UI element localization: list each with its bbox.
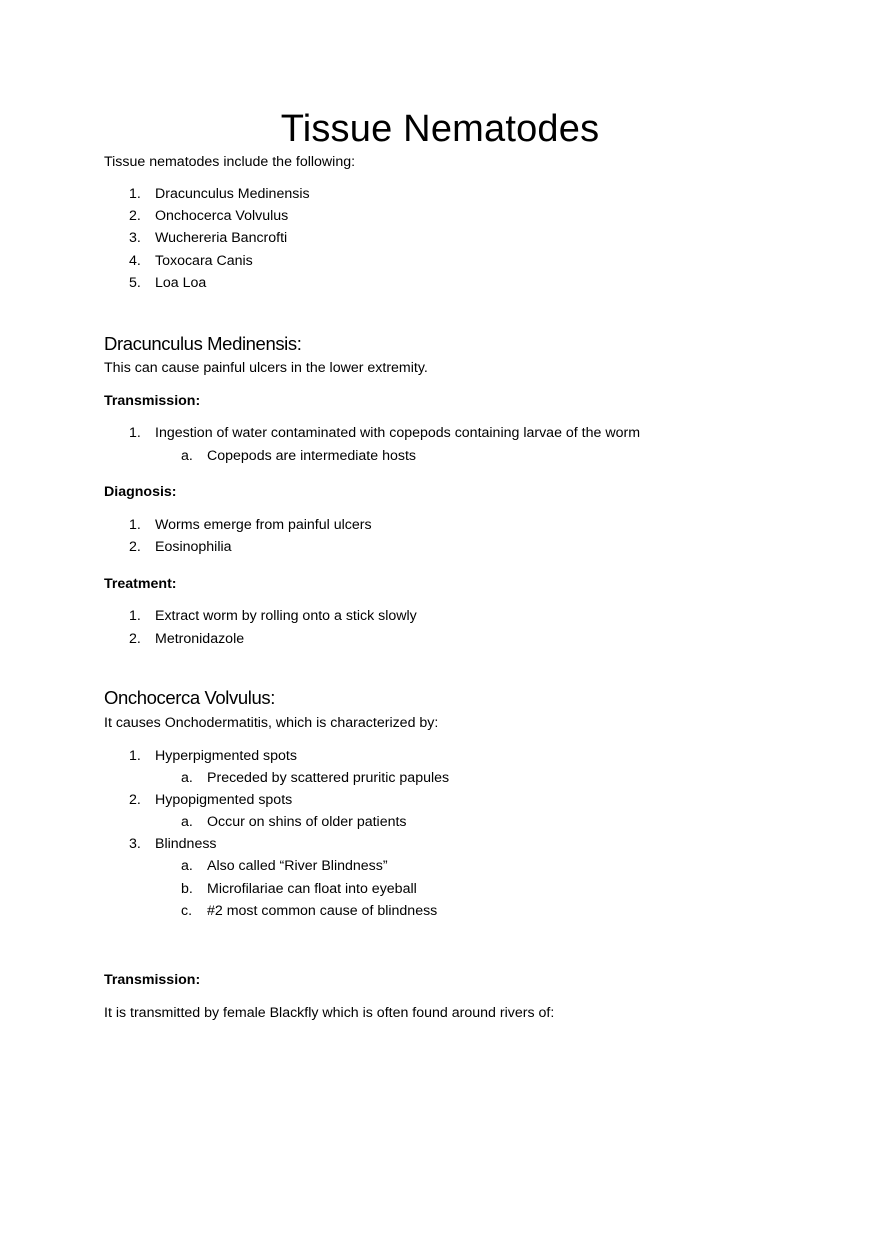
list-item: Hypopigmented spots [155, 792, 293, 808]
list-number: 2. [129, 208, 141, 224]
diagnosis-label: Diagnosis: [104, 484, 177, 500]
sub-list-letter: a. [181, 814, 193, 830]
list-item: Dracunculus Medinensis [155, 186, 310, 202]
sub-list-letter: a. [181, 448, 193, 464]
list-number: 4. [129, 253, 141, 269]
list-item: Hyperpigmented spots [155, 748, 297, 764]
sub-list-item: #2 most common cause of blindness [207, 903, 438, 919]
sub-list-item: Preceded by scattered pruritic papules [207, 770, 450, 786]
list-number: 2. [129, 631, 141, 647]
sub-list-item: Microfilariae can float into eyeball [207, 881, 417, 897]
transmission-label: Transmission: [104, 972, 201, 988]
sub-list-letter: a. [181, 858, 193, 874]
treatment-label: Treatment: [104, 576, 177, 592]
onchocerca-description: It causes Onchodermatitis, which is characterized by: [104, 715, 439, 731]
list-number: 2. [129, 792, 141, 808]
list-item: Extract worm by rolling onto a stick slowly [155, 608, 417, 624]
transmission-label: Transmission: [104, 393, 201, 409]
list-item: Eosinophilia [155, 539, 232, 555]
list-item: Loa Loa [155, 275, 207, 291]
section-heading-dracunculus: Dracunculus Medinensis: [104, 333, 302, 354]
sub-list-item: Copepods are intermediate hosts [207, 448, 416, 464]
section-heading-onchocerca: Onchocerca Volvulus: [104, 687, 275, 708]
intro-text: Tissue nematodes include the following: [104, 154, 356, 170]
sub-list-letter: a. [181, 770, 193, 786]
list-number: 2. [129, 539, 141, 555]
onchocerca-transmission-text: It is transmitted by female Blackfly which is often found around rivers of: [104, 1005, 555, 1021]
list-item: Toxocara Canis [155, 253, 253, 269]
list-item: Wuchereria Bancrofti [155, 230, 288, 246]
sub-list-item: Occur on shins of older patients [207, 814, 407, 830]
page-title: Tissue Nematodes [280, 108, 600, 150]
list-number: 5. [129, 275, 141, 291]
list-number: 1. [129, 517, 141, 533]
list-number: 1. [129, 748, 141, 764]
sub-list-letter: c. [181, 903, 193, 919]
list-number: 3. [129, 836, 141, 852]
sub-list-letter: b. [181, 881, 193, 897]
sub-list-item: Also called “River Blindness” [207, 858, 388, 874]
list-number: 1. [129, 608, 141, 624]
list-item: Onchocerca Volvulus [155, 208, 289, 224]
list-item: Worms emerge from painful ulcers [155, 517, 372, 533]
list-item: Ingestion of water contaminated with copepods containing larvae of the worm [155, 425, 641, 441]
list-number: 1. [129, 425, 141, 441]
dracunculus-description: This can cause painful ulcers in the lower extremity. [104, 360, 428, 376]
list-item: Metronidazole [155, 631, 245, 647]
list-number: 3. [129, 230, 141, 246]
list-number: 1. [129, 186, 141, 202]
list-item: Blindness [155, 836, 217, 852]
